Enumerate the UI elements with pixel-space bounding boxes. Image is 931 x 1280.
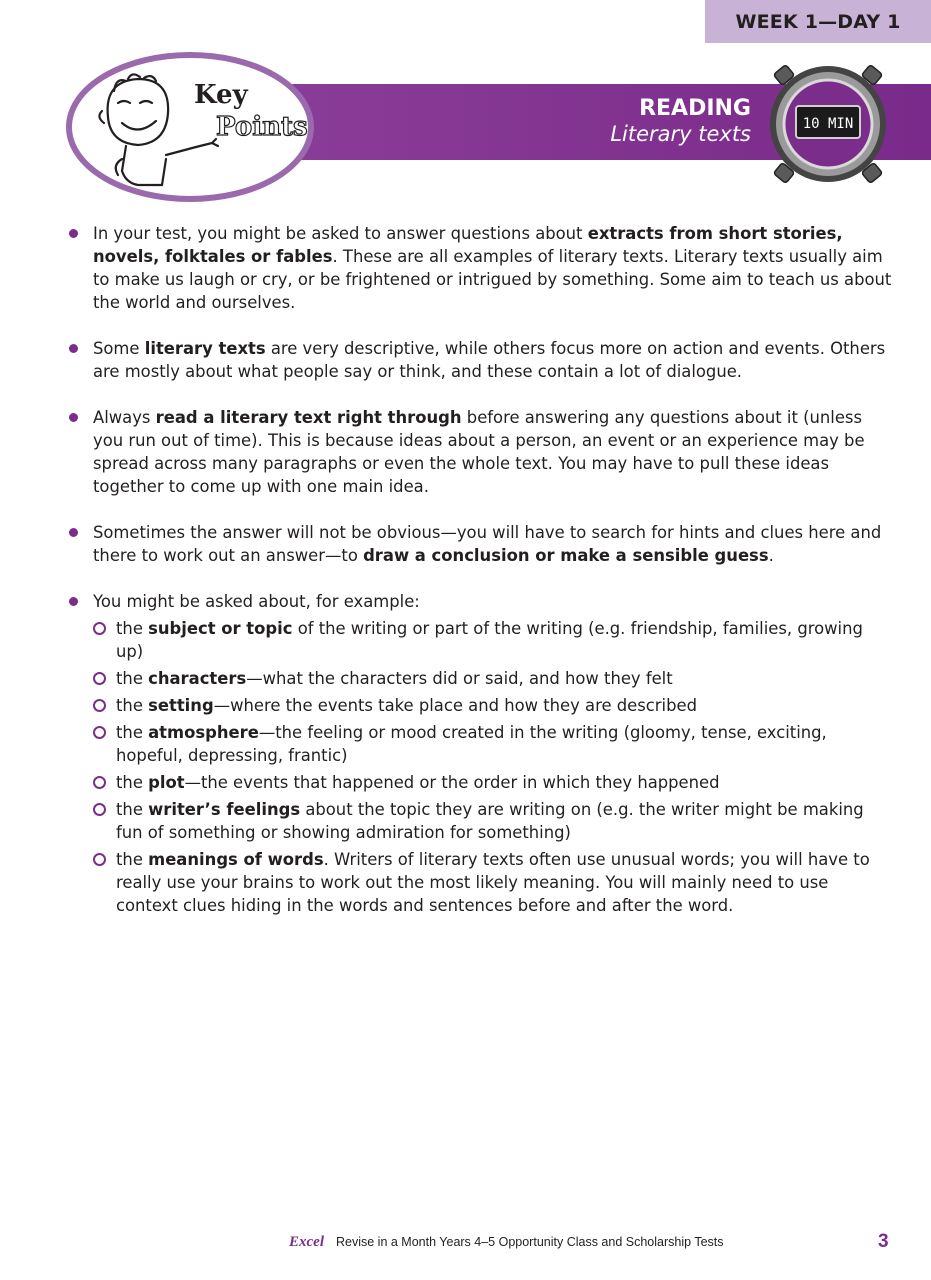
bullet-text <box>93 222 893 314</box>
text-run: . These are all examples of literary texts. Literary texts usually aim to make us laugh or cry, or be frightened or intrigued by something. Some aim to teach us about the world and ourselves. <box>93 247 892 312</box>
sublist-item <box>93 721 893 767</box>
emphasis-text: literary texts <box>144 339 266 358</box>
text-run: are very descriptive, while others focus more on action and events. Others are mostly about what people say or think, and these contain a lot of dialogue. <box>93 339 886 381</box>
footer-brand: Excel <box>289 1234 324 1250</box>
text-run: the <box>116 696 149 715</box>
emphasis-text: subject or topic <box>148 619 293 638</box>
hollow-bullet-icon <box>93 776 106 789</box>
emphasis-text: draw a conclusion or make a sensible guess <box>363 546 769 565</box>
key-points-badge <box>66 51 316 203</box>
emphasis-text: characters <box>148 669 247 688</box>
section-subtitle: Literary texts <box>610 122 751 146</box>
text-run: Some <box>93 339 145 358</box>
text-run: of the writing or part of the writing (e.g. friendship, families, growing up) <box>116 619 863 661</box>
sublist-item <box>93 617 893 663</box>
text-run: —what the characters did or said, and how they felt <box>246 669 673 688</box>
text-run: In your test, you might be asked to answer questions about <box>93 224 588 243</box>
bullet-point <box>93 521 893 567</box>
text-run: the <box>116 619 149 638</box>
text-run: about the topic they are writing on (e.g. the writer might be making fun of something or showing admiration for something) <box>116 800 864 842</box>
text-run: —the events that happened or the order in which they happened <box>184 773 720 792</box>
bullet-dot <box>69 229 78 238</box>
bullet-point <box>93 406 893 498</box>
sublist-item <box>93 667 893 690</box>
section-title: READING <box>639 96 751 121</box>
text-run: —where the events take place and how they are described <box>213 696 697 715</box>
sublist-item <box>93 771 893 794</box>
hollow-bullet-icon <box>93 726 106 739</box>
week-day-tab: WEEK 1—DAY 1 <box>705 0 931 43</box>
badge-key-text: Key <box>194 80 248 110</box>
emphasis-text: setting <box>148 696 214 715</box>
banner-title <box>610 96 751 146</box>
text-run: . <box>768 546 774 565</box>
sublist-item <box>93 798 893 844</box>
emphasis-text: read a literary text right through <box>155 408 462 427</box>
hollow-bullet-icon <box>93 622 106 635</box>
timer-icon <box>760 58 900 188</box>
hollow-bullet-icon <box>93 672 106 685</box>
bullet-text <box>93 521 893 567</box>
bullet-point <box>93 590 893 917</box>
text-run: You might be asked about, for example: <box>93 592 420 611</box>
footer-title: Revise in a Month Years 4–5 Opportunity Class and Scholarship Tests <box>336 1235 724 1249</box>
text-run: the <box>116 669 149 688</box>
hollow-bullet-icon <box>93 803 106 816</box>
badge-points-text: Points <box>216 112 308 142</box>
text-run: Sometimes the answer will not be obvious—you will have to search for hints and clues here and there to work out an answer—to <box>93 523 882 565</box>
page-number: 3 <box>878 1231 889 1252</box>
bullet-dot <box>69 528 78 537</box>
text-run: the <box>116 773 149 792</box>
text-run: . Writers of literary texts often use unusual words; you will have to really use your brains to work out the most likely meaning. You will mainly need to use context clues hiding in the words and sentences before and after the word. <box>116 850 870 915</box>
sublist-item <box>93 848 893 917</box>
bullet-text <box>93 337 893 383</box>
hollow-bullet-icon <box>93 853 106 866</box>
bullet-point <box>93 222 893 314</box>
text-run: —the feeling or mood created in the writing (gloomy, tense, exciting, hopeful, depressing, frantic) <box>116 723 827 765</box>
page-footer <box>0 1231 931 1254</box>
bullet-text <box>93 406 893 498</box>
emphasis-text: writer’s feelings <box>148 800 301 819</box>
sublist-item <box>93 694 893 717</box>
emphasis-text: extracts from short stories, novels, folktales or fables <box>93 224 843 266</box>
text-run: Always <box>93 408 156 427</box>
example-sublist <box>93 617 893 917</box>
text-run: the <box>116 850 149 869</box>
bullet-dot <box>69 413 78 422</box>
text-run: before answering any questions about it (unless you run out of time). This is because ideas about a person, an event or an experience may be spread across many paragraphs or even the whole text. You may have to pull these ideas together to come up with one main idea. <box>93 408 865 496</box>
hollow-bullet-icon <box>93 699 106 712</box>
emphasis-text: meanings of words <box>148 850 324 869</box>
emphasis-text: plot <box>148 773 185 792</box>
text-run: the <box>116 723 149 742</box>
timer-label: 10 MIN <box>802 116 854 132</box>
bullet-text <box>93 590 893 613</box>
bullet-dot <box>69 344 78 353</box>
text-run: the <box>116 800 149 819</box>
bullet-dot <box>69 597 78 606</box>
emphasis-text: atmosphere <box>148 723 259 742</box>
bullet-point <box>93 337 893 383</box>
